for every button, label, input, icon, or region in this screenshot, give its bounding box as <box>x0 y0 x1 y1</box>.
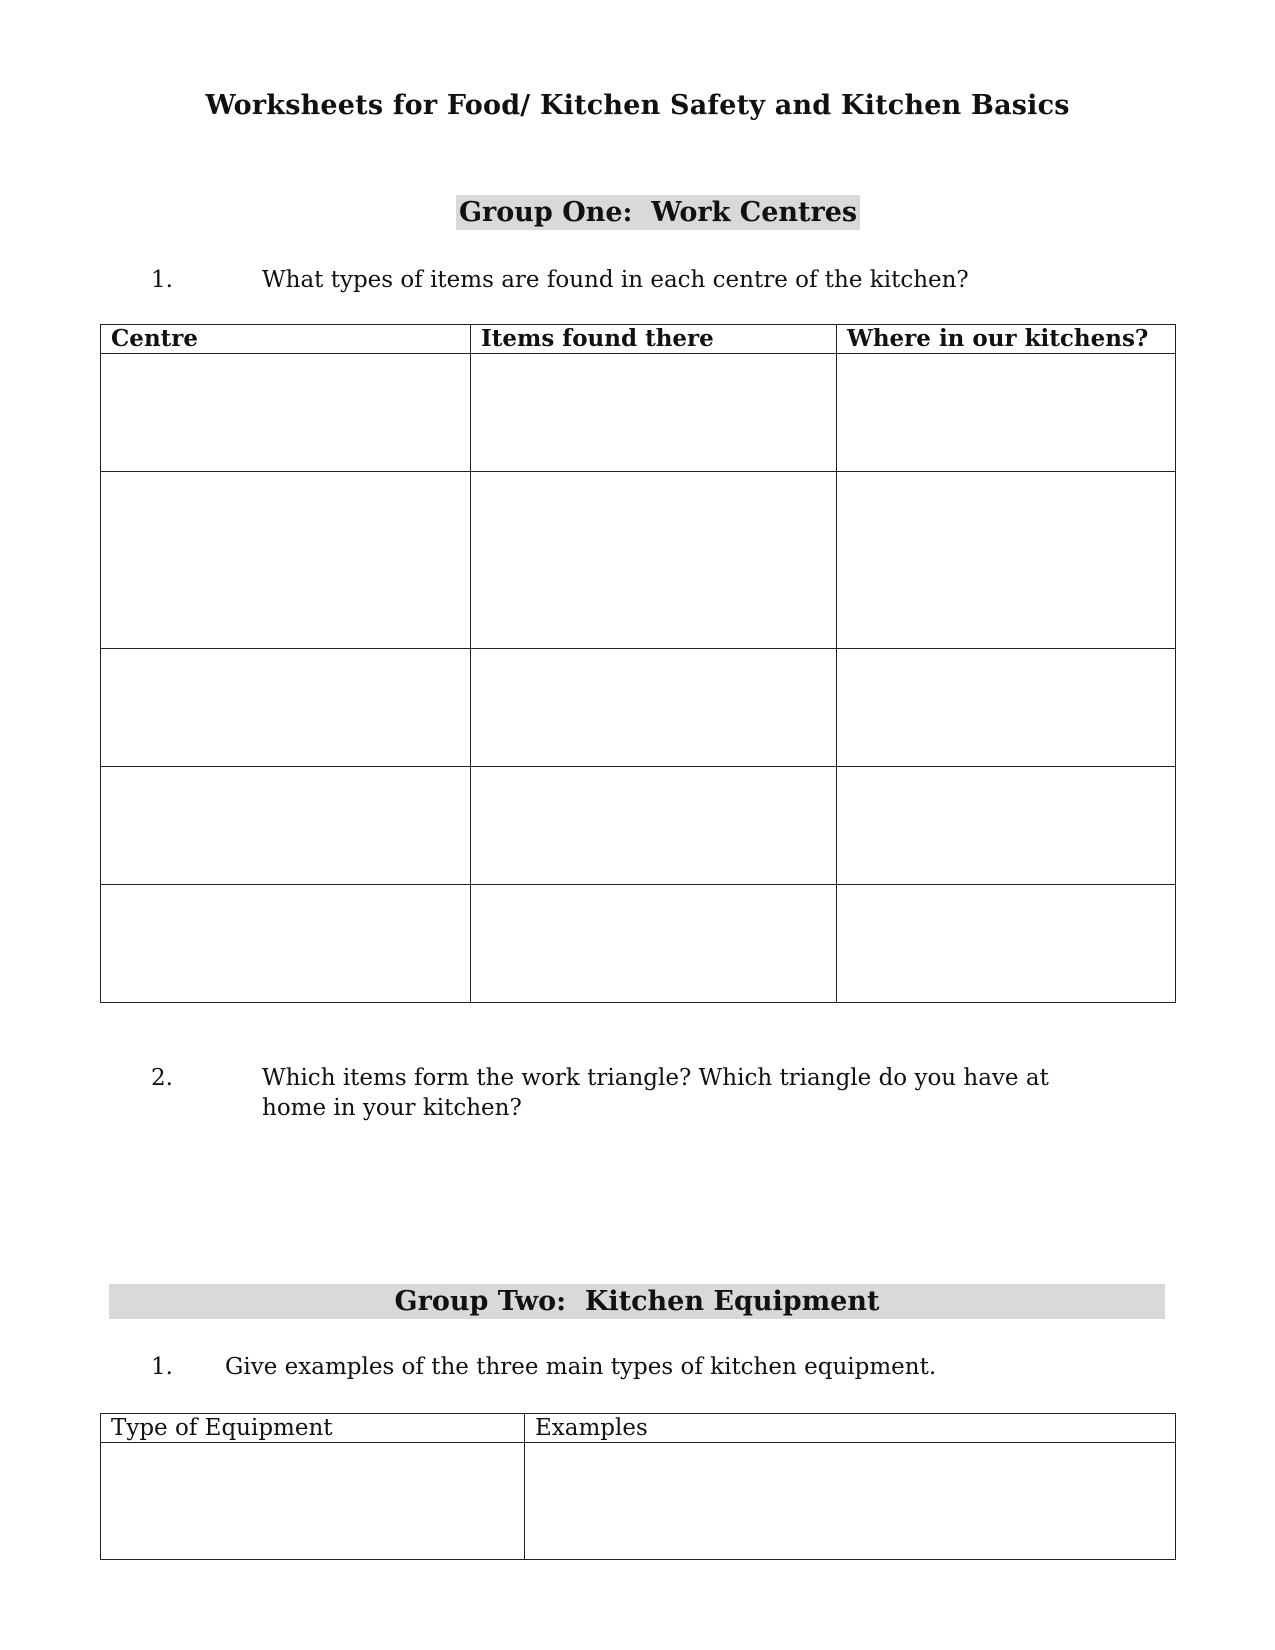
table-cell[interactable] <box>525 1443 1176 1560</box>
column-header-items: Items found there <box>471 325 837 354</box>
work-centres-table <box>100 324 1176 1003</box>
table-header-row <box>101 325 1176 354</box>
table-cell[interactable] <box>837 649 1176 767</box>
table-row <box>101 649 1176 767</box>
table-row <box>101 1443 1176 1560</box>
table-cell[interactable] <box>471 767 837 885</box>
table-row <box>101 885 1176 1003</box>
table-cell[interactable] <box>471 472 837 649</box>
table-row <box>101 472 1176 649</box>
column-header-where: Where in our kitchens? <box>837 325 1176 354</box>
table-cell[interactable] <box>837 472 1176 649</box>
question-text-line: Which items form the work triangle? Which triangle do you have at <box>262 1065 1049 1091</box>
page-title: Worksheets for Food/ Kitchen Safety and Kitchen Basics <box>205 90 1070 121</box>
column-header-examples: Examples <box>525 1414 1176 1443</box>
column-header-type: Type of Equipment <box>101 1414 525 1443</box>
group-two-heading: Group Two: Kitchen Equipment <box>394 1286 880 1317</box>
table-header-row <box>101 1414 1176 1443</box>
table-cell[interactable] <box>101 1443 525 1560</box>
question-text: What types of items are found in each centre of the kitchen? <box>262 267 969 293</box>
table-row <box>101 354 1176 472</box>
table-cell[interactable] <box>101 649 471 767</box>
table-cell[interactable] <box>101 767 471 885</box>
question-number: 1. <box>151 1354 173 1380</box>
equipment-table <box>100 1413 1176 1560</box>
table-row <box>101 767 1176 885</box>
group-one-heading: Group One: Work Centres <box>456 195 860 230</box>
table-cell[interactable] <box>101 885 471 1003</box>
table-cell[interactable] <box>471 885 837 1003</box>
question-number: 2. <box>151 1065 173 1091</box>
table-cell[interactable] <box>101 472 471 649</box>
table-cell[interactable] <box>101 354 471 472</box>
table-cell[interactable] <box>837 885 1176 1003</box>
table-cell[interactable] <box>471 649 837 767</box>
table-cell[interactable] <box>837 767 1176 885</box>
table-cell[interactable] <box>471 354 837 472</box>
question-number: 1. <box>151 267 173 293</box>
table-cell[interactable] <box>837 354 1176 472</box>
column-header-centre: Centre <box>101 325 471 354</box>
question-text: Give examples of the three main types of kitchen equipment. <box>225 1354 937 1380</box>
question-text-line: home in your kitchen? <box>262 1095 522 1121</box>
